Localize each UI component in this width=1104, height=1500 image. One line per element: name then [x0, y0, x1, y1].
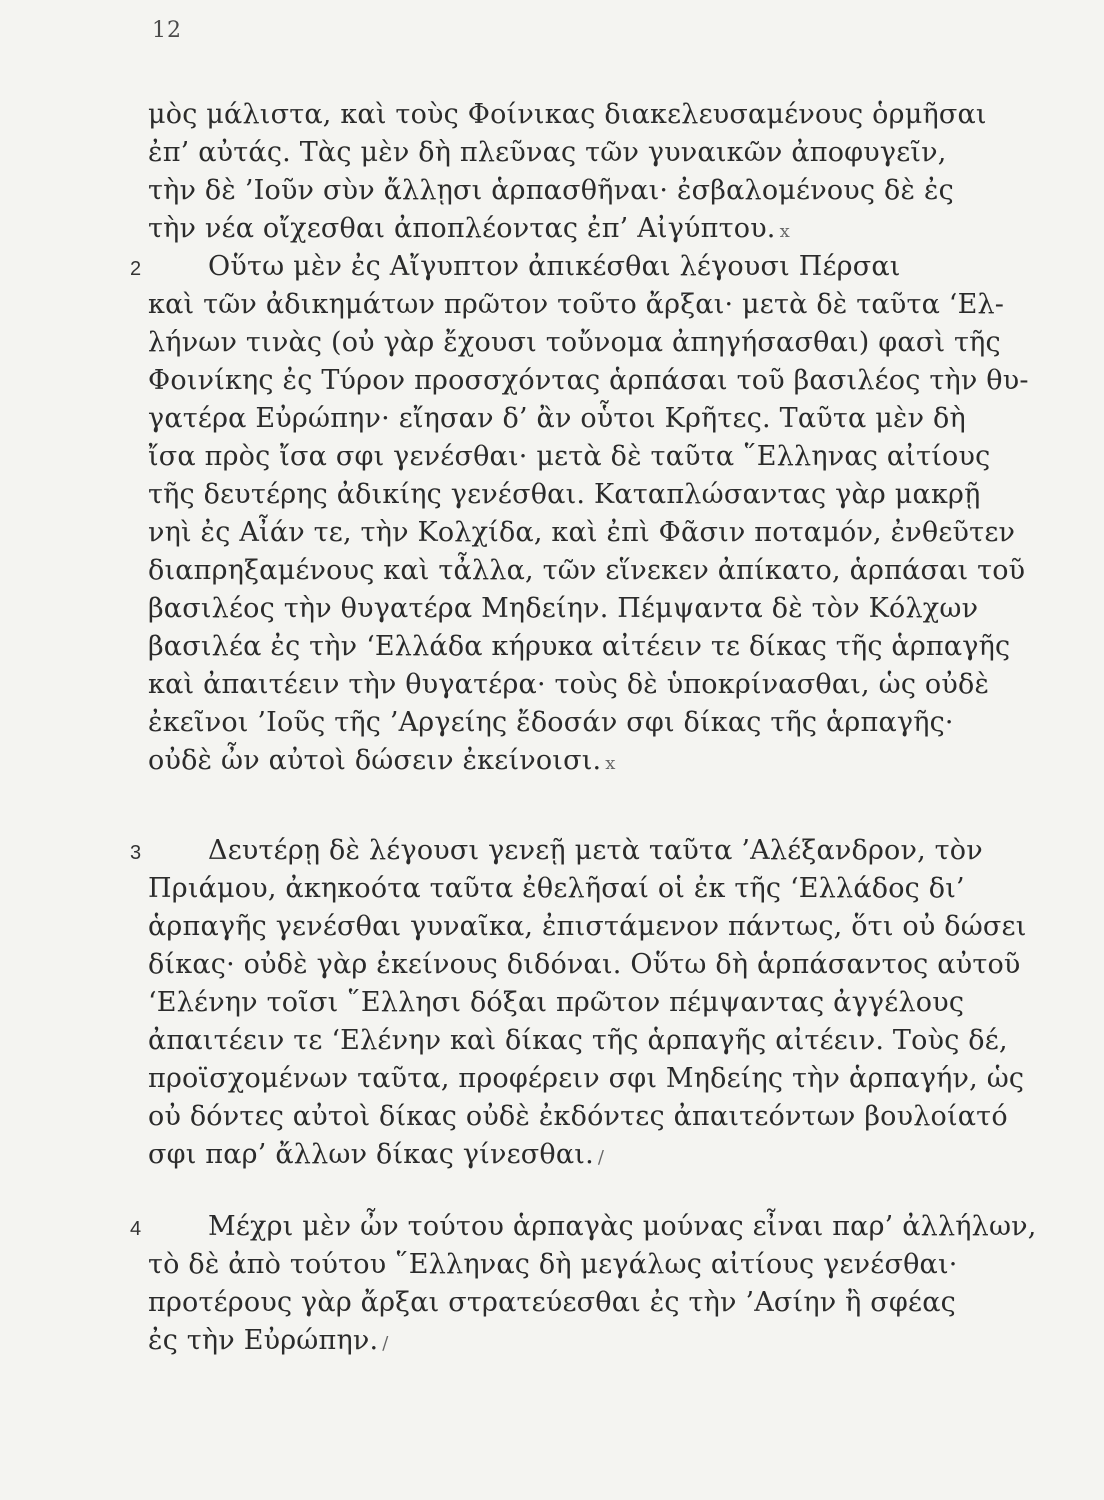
handwritten-mark: / — [597, 1147, 605, 1168]
text-line: τῆς δευτέρης ἀδικίης γενέσθαι. Καταπλώσαντας γὰρ μακρῇ — [148, 479, 981, 510]
text-line: νηὶ ἐς Αἶάν τε, τὴν Κολχίδα, καὶ ἐπὶ Φᾶσιν ποταμόν, ἐνθεῦτεν — [148, 517, 1016, 548]
text-line: προτέρους γὰρ ἄρξαι στρατεύεσθαι ἐς τὴν ’Ασίην ἢ σφέας — [148, 1287, 956, 1318]
text-line: Φοινίκης ἐς Τύρον προσσχόντας ἁρπάσαι τοῦ βασιλέος τὴν θυ- — [148, 365, 1029, 396]
text-line: γατέρα Εὐρώπην· εἴησαν δ’ ἂν οὗτοι Κρῆτες. Ταῦτα μὲν δὴ — [148, 403, 966, 434]
text-line: Δευτέρῃ δὲ λέγουσι γενεῇ μετὰ ταῦτα ’Αλέξανδρον, τὸν — [208, 835, 983, 866]
text-line: οὐ δόντες αὐτοὶ δίκας οὐδὲ ἐκδόντες ἀπαιτεόντων βουλοίατό — [148, 1101, 1008, 1132]
section-number: 2 — [130, 258, 142, 280]
handwritten-mark: x — [605, 753, 616, 774]
text-line: τὴν δὲ ’Ιοῦν σὺν ἄλλῃσι ἁρπασθῆναι· ἐσβαλομένους δὲ ἐς — [148, 175, 954, 206]
text-line: ἐπ’ αὐτάς. Τὰς μὲν δὴ πλεῦνας τῶν γυναικῶν ἀποφυγεῖν, — [148, 137, 947, 168]
text-line — [148, 744, 616, 781]
page-number: 12 — [152, 18, 182, 43]
handwritten-mark: / — [382, 1333, 389, 1354]
text-line — [148, 1324, 389, 1361]
text-line — [148, 1138, 604, 1175]
text-line: τὸ δὲ ἀπὸ τούτου ῞Ελληνας δὴ μεγάλως αἰτίους γενέσθαι· — [148, 1249, 958, 1280]
text-line-content: ἐς τὴν Εὐρώπην. — [148, 1325, 379, 1356]
text-line: βασιλέα ἐς τὴν ‘Ελλάδα κήρυκα αἰτέειν τε δίκας τῆς ἁρπαγῆς — [148, 631, 1011, 662]
text-line-content: τὴν νέα οἴχεσθαι ἀποπλέοντας ἐπ’ Αἰγύπτου. — [148, 213, 776, 244]
text-line: ἐκεῖνοι ’Ιοῦς τῆς ’Αργείης ἔδοσάν σφι δίκας τῆς ἁρπαγῆς· — [148, 707, 954, 738]
text-line — [148, 212, 790, 249]
text-line: λήνων τινὰς (οὐ γὰρ ἔχουσι τοὔνομα ἀπηγήσασθαι) φασὶ τῆς — [148, 327, 1001, 358]
handwritten-mark: x — [779, 221, 790, 242]
text-line: καὶ τῶν ἀδικημάτων πρῶτον τοῦτο ἄρξαι· μετὰ δὲ ταῦτα ‘Ελ- — [148, 289, 1005, 320]
text-line: διαπρηξαμένους καὶ τἆλλα, τῶν εἵνεκεν ἀπίκατο, ἁρπάσαι τοῦ — [148, 555, 1026, 586]
text-line: βασιλέος τὴν θυγατέρα Μηδείην. Πέμψαντα δὲ τὸν Κόλχων — [148, 593, 979, 624]
text-line: ἁρπαγῆς γενέσθαι γυναῖκα, ἐπιστάμενον πάντως, ὅτι οὐ δώσει — [148, 911, 1027, 942]
text-line-content: οὐδὲ ὦν αὐτοὶ δώσειν ἐκείνοισι. — [148, 745, 602, 776]
text-line: Μέχρι μὲν ὦν τούτου ἁρπαγὰς μούνας εἶναι παρ’ ἀλλήλων, — [208, 1211, 1037, 1242]
section-number: 4 — [130, 1218, 142, 1240]
text-line: Πριάμου, ἀκηκοότα ταῦτα ἐθελῆσαί οἱ ἐκ τῆς ‘Ελλάδος δι’ — [148, 873, 965, 904]
text-line: ἀπαιτέειν τε ‘Ελένην καὶ δίκας τῆς ἁρπαγῆς αἰτέειν. Τοὺς δέ, — [148, 1025, 1008, 1056]
text-line: Οὕτω μὲν ἐς Αἴγυπτον ἀπικέσθαι λέγουσι Πέρσαι — [208, 251, 901, 282]
text-line: ἴσα πρὸς ἴσα σφι γενέσθαι· μετὰ δὲ ταῦτα ῞Ελληνας αἰτίους — [148, 441, 991, 472]
text-line: μὸς μάλιστα, καὶ τοὺς Φοίνικας διακελευσαμένους ὁρμῆσαι — [148, 99, 987, 130]
section-number: 3 — [130, 842, 142, 864]
text-line: δίκας· οὐδὲ γὰρ ἐκείνους διδόναι. Οὕτω δὴ ἁρπάσαντος αὐτοῦ — [148, 949, 1021, 980]
text-line-content: σφι παρ’ ἄλλων δίκας γίνεσθαι. — [148, 1139, 594, 1170]
text-line: καὶ ἀπαιτέειν τὴν θυγατέρα· τοὺς δὲ ὑποκρίνασθαι, ὡς οὐδὲ — [148, 669, 990, 700]
text-line: ‘Ελένην τοῖσι ῞Ελλησι δόξαι πρῶτον πέμψαντας ἀγγέλους — [148, 987, 965, 1018]
text-line: προϊσχομένων ταῦτα, προφέρειν σφι Μηδείης τὴν ἁρπαγήν, ὡς — [148, 1063, 1025, 1094]
